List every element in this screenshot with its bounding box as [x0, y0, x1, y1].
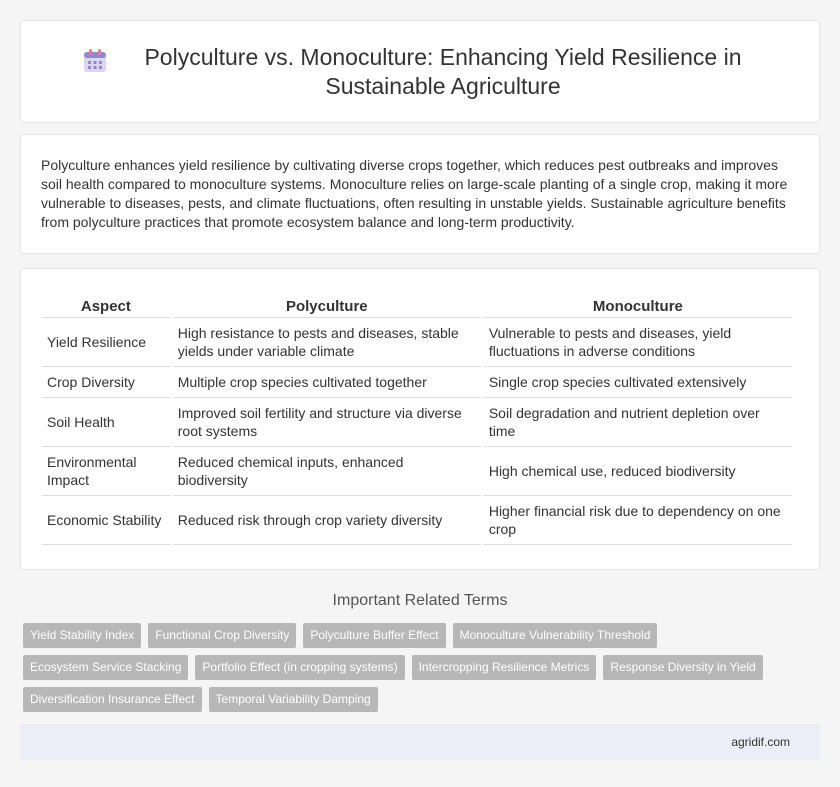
cell-polyculture: Reduced chemical inputs, enhanced biodiversity — [173, 447, 481, 496]
related-terms-list — [20, 623, 820, 719]
intro-paragraph: Polyculture enhances yield resilience by cultivating diverse crops together, which reduces pest outbreaks and improves soil health compared to monoculture systems. Monoculture relies on large-scale planting of a single crop, making it more vulnerable to diseases, pests, and climate fluctuations, often resulting in unstable yields. Sustainable agriculture benefits from polyculture practices that promote ecosystem balance and long-term productivity. — [41, 157, 788, 230]
related-term-tag[interactable]: Temporal Variability Damping — [209, 687, 378, 712]
title-wrap — [81, 43, 759, 101]
cell-aspect: Crop Diversity — [42, 367, 170, 398]
table-row — [42, 398, 792, 447]
related-term-tag[interactable]: Functional Crop Diversity — [148, 623, 296, 648]
related-term-tag[interactable]: Polyculture Buffer Effect — [303, 623, 445, 648]
cell-aspect: Soil Health — [42, 398, 170, 447]
related-term-tag[interactable]: Monoculture Vulnerability Threshold — [453, 623, 658, 648]
comparison-table — [39, 295, 795, 545]
cell-monoculture: High chemical use, reduced biodiversity — [484, 447, 792, 496]
page-title: Polyculture vs. Monoculture: Enhancing Yield Resilience in Sustainable Agriculture — [144, 43, 742, 99]
table-row — [42, 318, 792, 367]
related-term-tag[interactable]: Diversification Insurance Effect — [23, 687, 202, 712]
cell-monoculture: Single crop species cultivated extensively — [484, 367, 792, 398]
related-terms-title: Important Related Terms — [332, 592, 508, 609]
cell-monoculture: Soil degradation and nutrient depletion over time — [484, 398, 792, 447]
cell-polyculture: Multiple crop species cultivated together — [173, 367, 481, 398]
header-polyculture: Polyculture — [173, 295, 481, 318]
related-term-tag[interactable]: Intercropping Resilience Metrics — [412, 655, 597, 680]
related-term-tag[interactable]: Yield Stability Index — [23, 623, 141, 648]
cell-polyculture: Reduced risk through crop variety diversity — [173, 496, 481, 545]
cell-aspect: Economic Stability — [42, 496, 170, 545]
footer-site-link[interactable]: agridif.com — [731, 735, 790, 749]
cell-monoculture: Higher financial risk due to dependency on one crop — [484, 496, 792, 545]
cell-polyculture: High resistance to pests and diseases, stable yields under variable climate — [173, 318, 481, 367]
related-term-tag[interactable]: Response Diversity in Yield — [603, 655, 762, 680]
table-header-row — [42, 295, 792, 318]
table-row — [42, 447, 792, 496]
intro-card — [20, 134, 820, 254]
related-term-tag[interactable]: Ecosystem Service Stacking — [23, 655, 188, 680]
cell-polyculture: Improved soil fertility and structure via diverse root systems — [173, 398, 481, 447]
footer — [20, 724, 820, 760]
cell-aspect: Environmental Impact — [42, 447, 170, 496]
table-row — [42, 496, 792, 545]
comparison-card — [20, 268, 820, 570]
header-monoculture: Monoculture — [484, 295, 792, 318]
related-term-tag[interactable]: Portfolio Effect (in cropping systems) — [195, 655, 404, 680]
header-aspect: Aspect — [42, 295, 170, 318]
cell-aspect: Yield Resilience — [42, 318, 170, 367]
cell-monoculture: Vulnerable to pests and diseases, yield fluctuations in adverse conditions — [484, 318, 792, 367]
table-row — [42, 367, 792, 398]
title-card — [20, 20, 820, 123]
calendar-icon — [81, 47, 109, 75]
